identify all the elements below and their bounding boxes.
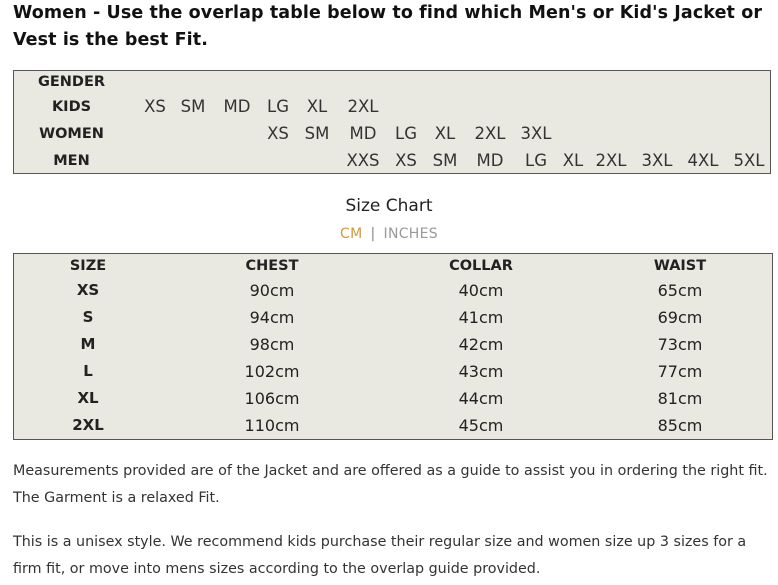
overlap-row-label: KIDS: [51, 99, 92, 115]
waist-cell: 85cm: [657, 416, 703, 435]
unit-cm-button[interactable]: CM: [340, 226, 363, 242]
collar-cell: 41cm: [458, 308, 504, 327]
size-cell: XL: [77, 389, 99, 407]
unisex-note-paragraph: This is a unisex style. We recommend kids purchase their regular size and women size up 3 sizes for a firm fit, or move into mens sizes according to the overlap guide provided.: [13, 534, 747, 577]
overlap-cell: 2XL: [474, 124, 506, 143]
overlap-cell: SM: [304, 124, 330, 143]
size-chart-title: Size Chart: [345, 196, 433, 216]
size-cell: XS: [76, 281, 100, 299]
collar-cell: 42cm: [458, 335, 504, 354]
size-chart-table: [13, 253, 773, 440]
column-header-collar: COLLAR: [449, 258, 513, 274]
overlap-row-label: GENDER: [37, 74, 106, 90]
table-row: [14, 304, 772, 331]
overlap-cell: XL: [562, 151, 584, 170]
unit-separator: |: [370, 226, 376, 242]
overlap-row-gender: [14, 69, 770, 95]
table-row: [14, 385, 772, 412]
overlap-cell: MD: [349, 124, 377, 143]
overlap-cell: 3XL: [520, 124, 552, 143]
overlap-cell: XS: [267, 124, 289, 143]
unit-inches-button[interactable]: INCHES: [383, 226, 438, 242]
fit-guide-paragraph: Measurements provided are of the Jacket and are offered as a guide to assist you in ordering the right fit. The Garment is a relaxed Fit.: [13, 463, 768, 506]
page-heading: Women - Use the overlap table below to find which Men's or Kid's Jacket or Vest is the best Fit.: [13, 3, 763, 50]
overlap-row-label: MEN: [53, 153, 90, 169]
overlap-cell: XXS: [346, 151, 380, 170]
chest-cell: 102cm: [244, 362, 300, 381]
overlap-cell: XL: [434, 124, 456, 143]
overlap-cell: LG: [525, 151, 547, 170]
overlap-cell: MD: [223, 97, 251, 116]
chest-cell: 98cm: [249, 335, 295, 354]
overlap-cell: XS: [395, 151, 417, 170]
overlap-cell: 4XL: [687, 151, 719, 170]
waist-cell: 69cm: [657, 308, 703, 327]
unit-toggle: [0, 226, 778, 242]
overlap-cell: XL: [306, 97, 328, 116]
column-header-size: SIZE: [69, 258, 107, 274]
overlap-cell: LG: [267, 97, 289, 116]
overlap-cell: 5XL: [733, 151, 765, 170]
overlap-cell: XS: [144, 97, 166, 116]
waist-cell: 65cm: [657, 281, 703, 300]
collar-cell: 40cm: [458, 281, 504, 300]
chest-cell: 106cm: [244, 389, 300, 408]
size-cell: S: [82, 308, 94, 326]
collar-cell: 45cm: [458, 416, 504, 435]
overlap-table: [13, 70, 771, 174]
overlap-cell: SM: [432, 151, 458, 170]
overlap-row-women: [14, 121, 770, 147]
size-cell: 2XL: [72, 416, 104, 434]
size-cell: M: [80, 335, 96, 353]
column-header-waist: WAIST: [653, 258, 707, 274]
overlap-cell: 3XL: [641, 151, 673, 170]
waist-cell: 81cm: [657, 389, 703, 408]
collar-cell: 44cm: [458, 389, 504, 408]
size-chart-header-row: [14, 253, 772, 280]
collar-cell: 43cm: [458, 362, 504, 381]
chest-cell: 90cm: [249, 281, 295, 300]
overlap-cell: SM: [180, 97, 206, 116]
waist-cell: 73cm: [657, 335, 703, 354]
overlap-cell: MD: [476, 151, 504, 170]
table-row: [14, 412, 772, 439]
size-cell: L: [83, 362, 93, 380]
overlap-row-men: [14, 148, 770, 174]
table-row: [14, 358, 772, 385]
overlap-row-kids: [14, 94, 770, 120]
waist-cell: 77cm: [657, 362, 703, 381]
chest-cell: 110cm: [244, 416, 300, 435]
overlap-cell: 2XL: [347, 97, 379, 116]
chest-cell: 94cm: [249, 308, 295, 327]
column-header-chest: CHEST: [245, 258, 299, 274]
overlap-cell: LG: [395, 124, 417, 143]
table-row: [14, 277, 772, 304]
overlap-row-label: WOMEN: [39, 126, 104, 142]
table-row: [14, 331, 772, 358]
overlap-cell: 2XL: [595, 151, 627, 170]
